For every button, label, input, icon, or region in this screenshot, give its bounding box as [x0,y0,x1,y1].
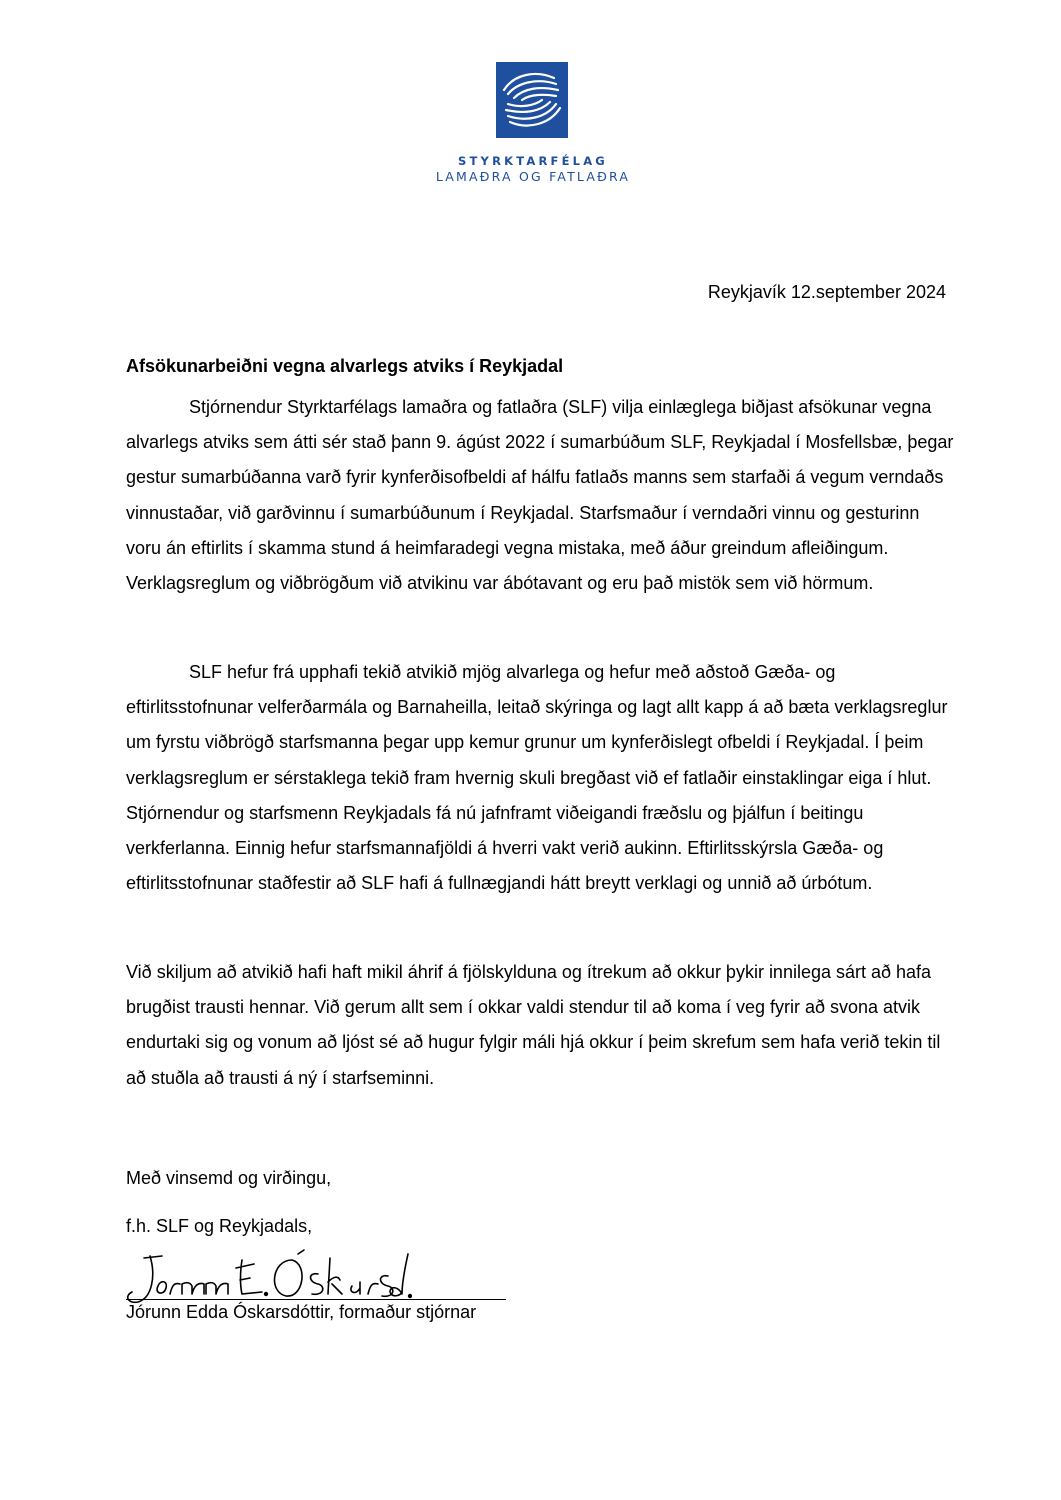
signature-line [126,1299,506,1300]
on-behalf-line: f.h. SLF og Reykjadals, [126,1216,313,1236]
closing-salutation: Með vinsemd og virðingu, [126,1168,332,1188]
letter-date: Reykjavík 12.september 2024 [707,282,946,302]
hands-logo-icon [496,62,568,138]
body-paragraph [126,655,956,901]
paragraph-text: Stjórnendur Styrktarfélags lamaðra og fatlaðra (SLF) vilja einlæglega biðjast afsökunar vegna alvarlegs atviks sem átti sér stað þann 9. ágúst 2022 í sumarbúðum SLF, Reykjadal í Mosfellsbæ, þegar gestur sumarbúðanna varð fyrir kynferðisofbeldi af hálfu fatlaðs manns sem starfaði á vegum verndaðs vinnustaðar, við garðvinnu í sumarbúðunum í Reykjadal. Starfsmaður í verndaðri vinnu og gesturinn voru án eftirlits í skamma stund á heimfaradegi vegna mistaka, með áður greindum afleiðingum. Verklagsreglum og viðbrögðum við atvikinu var ábótavant og eru það mistök sem við hörmum. [126,397,954,594]
body-paragraph [126,390,956,601]
body-paragraph: Við skiljum að atvikið hafi haft mikil áhrif á fjölskylduna og ítrekum að okkur þykir innilega sárt að hafa brugðist trausti hennar. Við gerum allt sem í okkar valdi stendur til að koma í veg fyrir að svona atvik endurtaki sig og vonum að ljóst sé að hugur fylgir máli hjá okkur í þeim skrefum sem hafa verið tekin til að stuðla að trausti á ný í starfseminni. [126,962,941,1088]
org-name-line1: STYRKTARFÉLAG [458,154,608,168]
letter-subject: Afsökunarbeiðni vegna alvarlegs atviks í Reykjadal [126,356,564,376]
org-name-line2: LAMAÐRA OG FATLAÐRA [435,169,631,184]
paragraph-text: SLF hefur frá upphafi tekið atvikið mjög alvarlega og hefur með aðstoð Gæða- og eftirlitsstofnunar velferðarmála og Barnaheilla, leitað skýringa og lagt allt kapp á að bæta verklagsreglur um fyrstu viðbrögð starfsmanna þegar upp kemur grunur um kynferðislegt ofbeldi í Reykjadal. Í þeim verklagsreglum er sérstaklega tekið fram hvernig skuli bregðast við ef fatlaðir einstaklingar eiga í hlut. Stjórnendur og starfsmenn Reykjadals fá nú jafnframt viðeigandi fræðslu og þjálfun í beitingu verkferlanna. Einnig hefur starfsmannafjöldi á hverri vakt verið aukinn. Eftirlitsskýrsla Gæða- og eftirlitsstofnunar staðfestir að SLF hafi á fullnægjandi hátt breytt verklagi og unnið að úrbótum. [126,662,948,894]
signer-name: Jórunn Edda Óskarsdóttir, formaður stjórnar [126,1302,477,1322]
